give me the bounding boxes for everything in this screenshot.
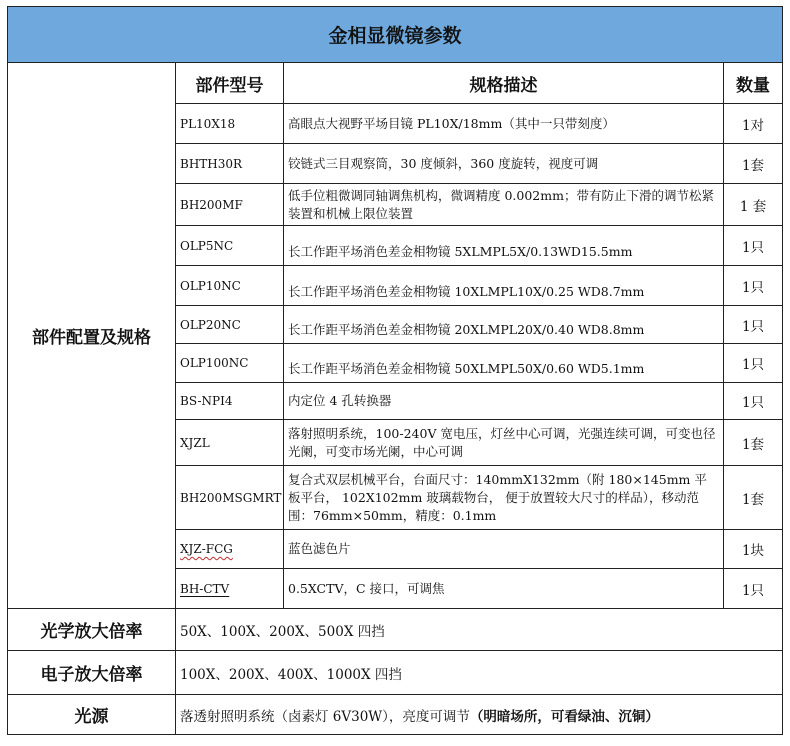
optical-mag-row — [8, 609, 783, 651]
item-desc: 高眼点大视野平场目镜 PL10X/18mm（其中一只带刻度） — [284, 104, 724, 144]
item-model: BH200MSGMRT — [176, 466, 284, 530]
table-title: 金相显微镜参数 — [8, 7, 783, 63]
item-qty: 1套 — [724, 144, 783, 184]
item-model: PL10X18 — [176, 104, 284, 144]
item-desc: 低手位粗微调同轴调焦机构，微调精度 0.002mm；带有防止下滑的调节松紧装置和机械上限位装置 — [284, 184, 724, 226]
item-desc: 铰链式三目观察筒，30 度倾斜，360 度旋转，视度可调 — [284, 144, 724, 184]
item-model-text: BH-CTV — [180, 581, 230, 596]
item-model: OLP10NC — [176, 266, 284, 306]
light-source-row — [8, 695, 783, 735]
light-source-label: 光源 — [8, 695, 176, 735]
header-spec: 规格描述 — [284, 63, 724, 104]
item-model: BHTH30R — [176, 144, 284, 184]
optical-mag-label: 光学放大倍率 — [8, 609, 176, 651]
optical-mag-value: 50X、100X、200X、500X 四挡 — [176, 609, 783, 651]
item-desc: 内定位 4 孔转换器 — [284, 383, 724, 420]
item-model-text: XJZ-FCG — [180, 542, 233, 556]
item-model: OLP100NC — [176, 344, 284, 383]
item-qty: 1只 — [724, 266, 783, 306]
item-desc: 蓝色滤色片 — [284, 530, 724, 569]
section-components-label: 部件配置及规格 — [8, 63, 176, 609]
item-desc: 长工作距平场消色差金相物镜 20XLMPL20X/0.40 WD8.8mm — [284, 306, 724, 344]
light-source-text: 落透射照明系统（卤素灯 6V30W），亮度可调节 — [180, 708, 470, 725]
item-model: BH200MF — [176, 184, 284, 226]
title-row — [8, 7, 783, 63]
item-qty: 1只 — [724, 344, 783, 383]
item-qty: 1块 — [724, 530, 783, 569]
item-desc: 落射照明系统，100-240V 宽电压，灯丝中心可调，光强连续可调，可变也径光阑，可变市场光阑，中心可调 — [284, 420, 724, 466]
item-desc: 0.5XCTV，C 接口，可调焦 — [284, 569, 724, 609]
item-qty: 1套 — [724, 420, 783, 466]
digital-mag-value: 100X、200X、400X、1000X 四挡 — [176, 651, 783, 695]
spec-table — [7, 6, 783, 735]
header-row — [8, 63, 783, 104]
item-model — [176, 569, 284, 609]
item-model: OLP20NC — [176, 306, 284, 344]
item-desc: 复合式双层机械平台，台面尺寸：140mmX132mm（附 180×145mm 平板平台， 102X102mm 玻璃载物台， 便于放置较大尺寸的样品），移动范围：76mm×50mm，精度：0.1mm — [284, 466, 724, 530]
item-qty: 1只 — [724, 569, 783, 609]
item-qty: 1套 — [724, 466, 783, 530]
header-qty: 数量 — [724, 63, 783, 104]
item-model: XJZL — [176, 420, 284, 466]
header-model: 部件型号 — [176, 63, 284, 104]
item-qty: 1只 — [724, 383, 783, 420]
item-qty: 1只 — [724, 306, 783, 344]
item-desc: 长工作距平场消色差金相物镜 5XLMPL5X/0.13WD15.5mm — [284, 226, 724, 266]
item-qty: 1 套 — [724, 184, 783, 226]
item-desc: 长工作距平场消色差金相物镜 50XLMPL50X/0.60 WD5.1mm — [284, 344, 724, 383]
light-source-value — [176, 695, 783, 735]
item-qty: 1只 — [724, 226, 783, 266]
digital-mag-row — [8, 651, 783, 695]
light-source-bold-text: （明暗场所，可看绿油、沉铜） — [469, 708, 659, 725]
item-qty: 1对 — [724, 104, 783, 144]
digital-mag-label: 电子放大倍率 — [8, 651, 176, 695]
item-model — [176, 530, 284, 569]
item-desc: 长工作距平场消色差金相物镜 10XLMPL10X/0.25 WD8.7mm — [284, 266, 724, 306]
item-model: BS-NPI4 — [176, 383, 284, 420]
item-model: OLP5NC — [176, 226, 284, 266]
